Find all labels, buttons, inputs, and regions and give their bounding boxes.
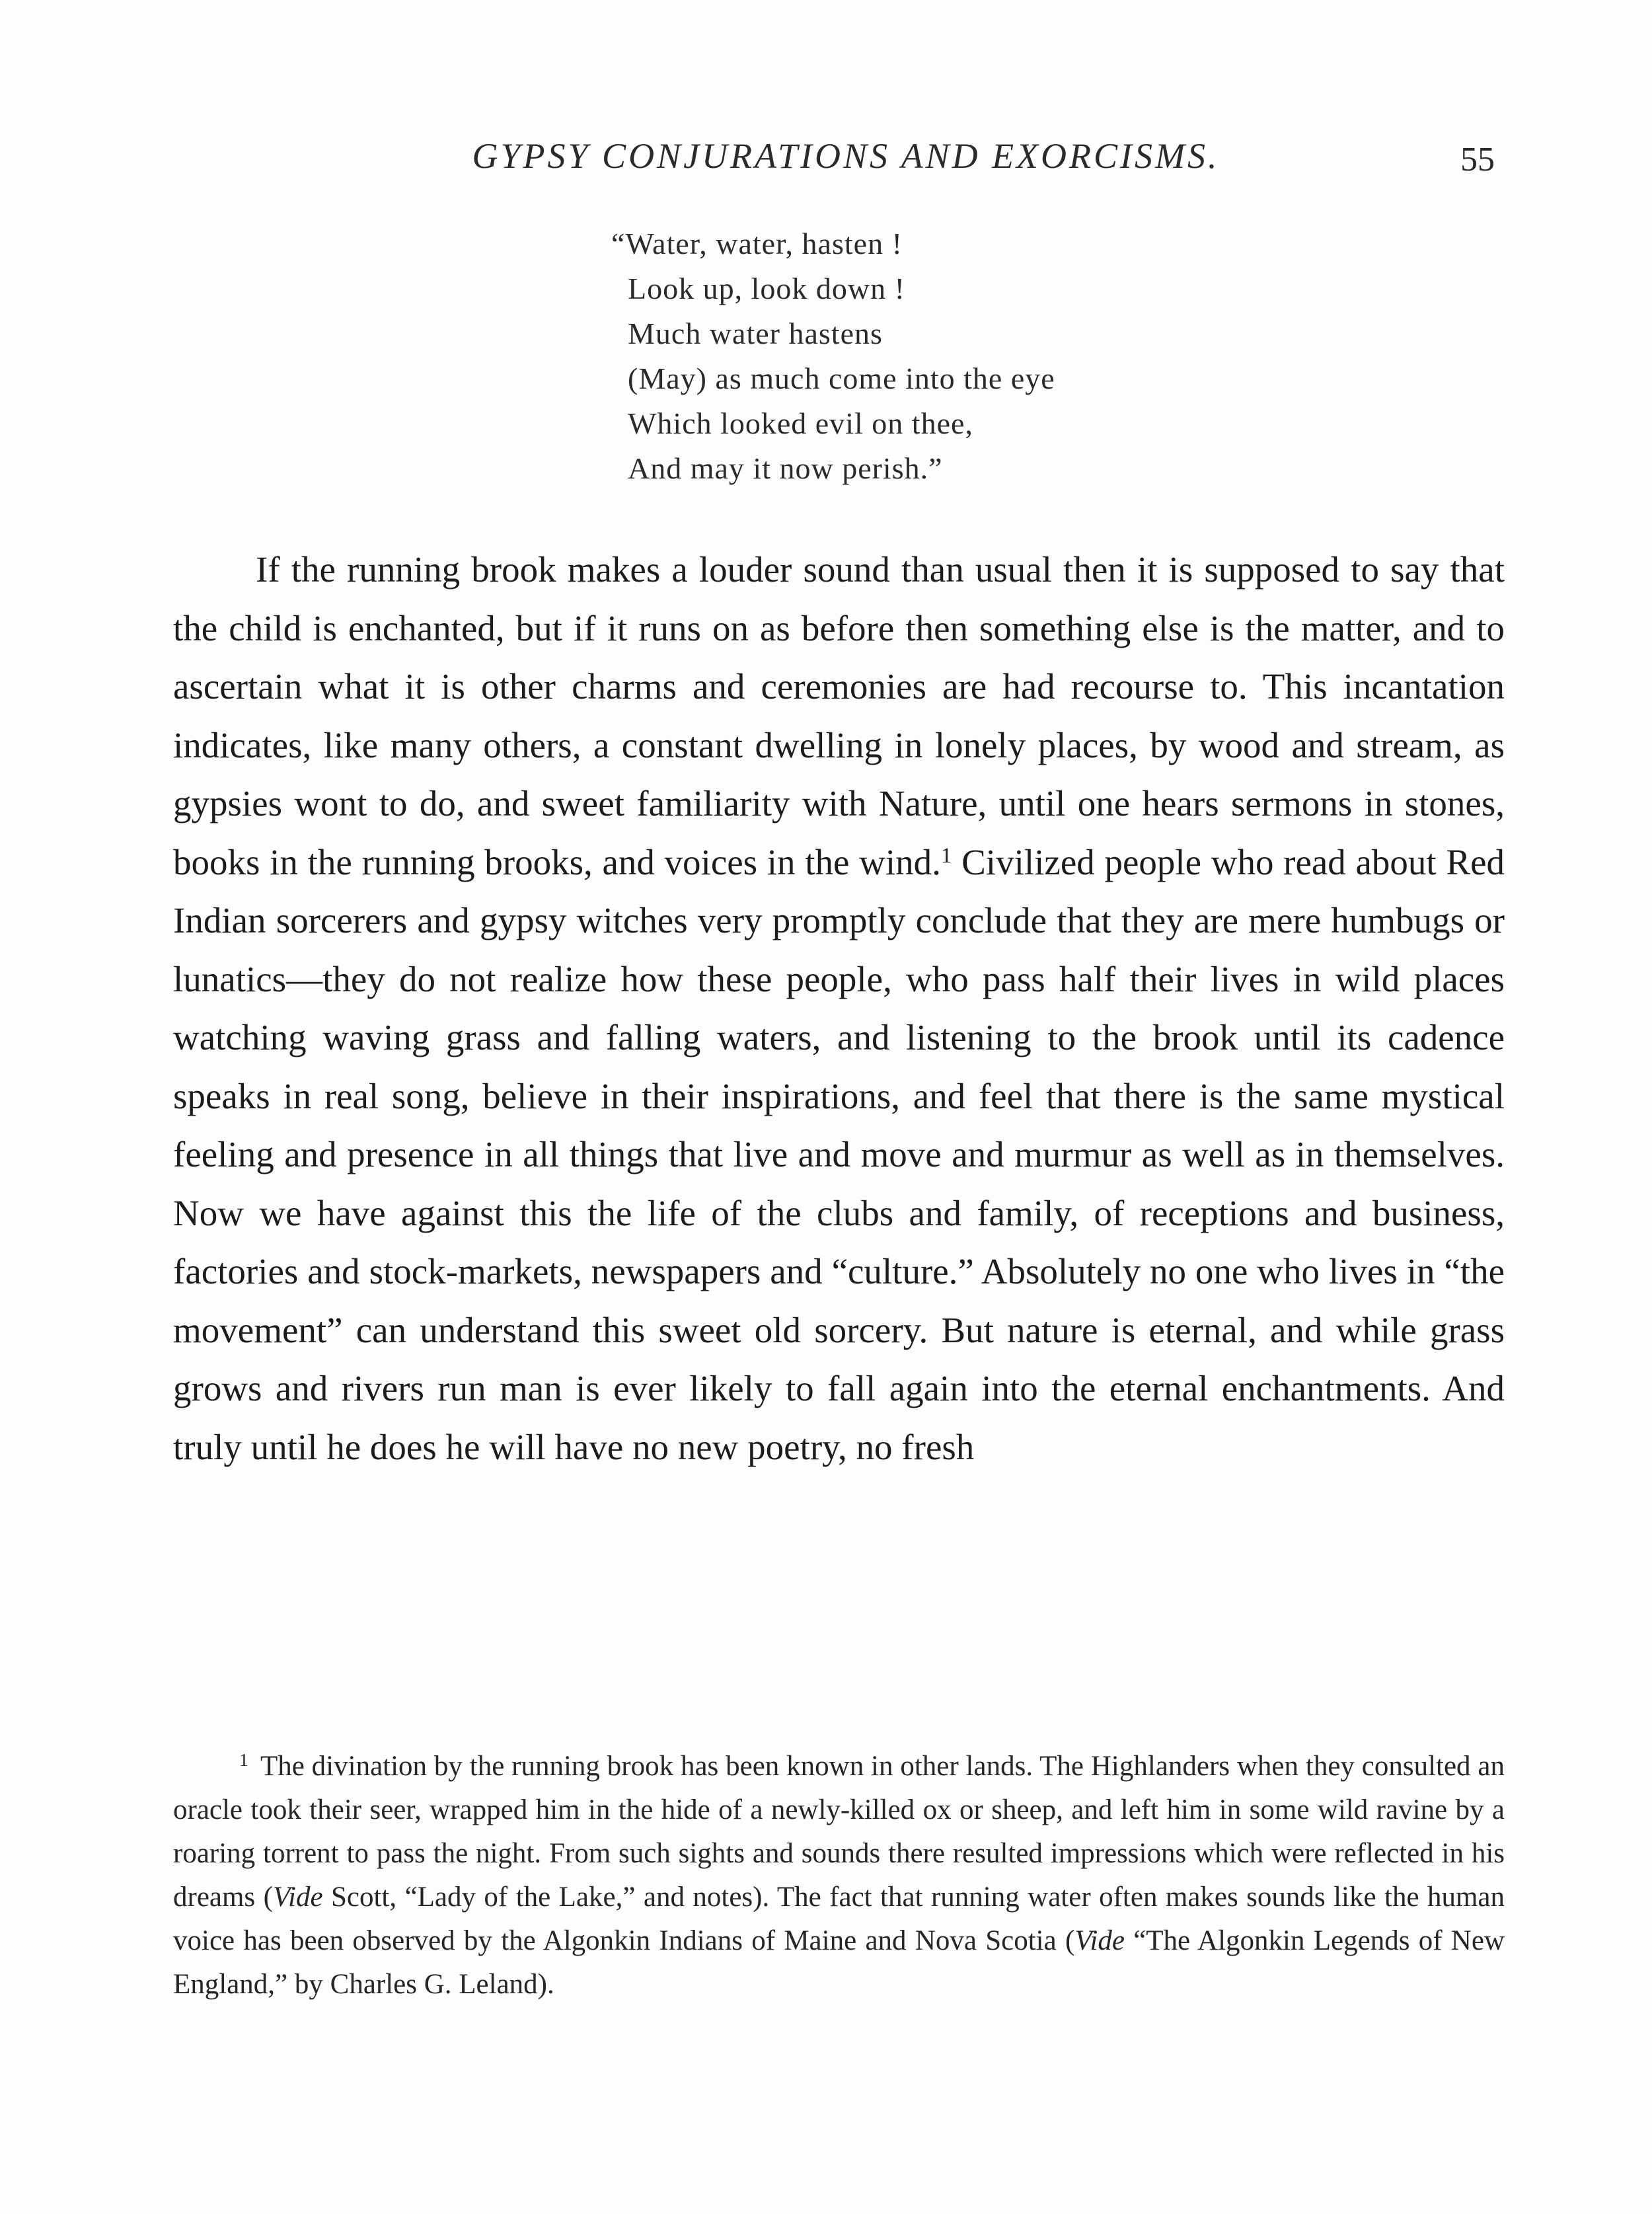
- footnote-vide-1: Vide: [272, 1882, 323, 1913]
- body-text-part-2: Civilized people who read about Red Indian sorcerers and gypsy witches very promptly conclude that they are mere humbugs or lunatics—they do not realize how these people, who pass half their lives in wild places watching waving grass and falling waters, and listening to the brook until its cadence speaks in real song, believe in their inspirations, and feel that there is the same mystical feeling and presence in all things that live and move and murmur as well as in themselves. Now we have against this the life of the clubs and family, of receptions and business, factories and stock-markets, newspapers and “culture.” Absolutely no one who lives in “the movement” can understand this sweet old sorcery. But nature is eternal, and while grass grows and rivers run man is ever likely to fall again into the eternal enchantments. And truly until he does he will have no new poetry, no fresh: [173, 841, 1505, 1467]
- body-paragraph: [173, 541, 1505, 1476]
- footnote-text-3: “The Algonkin Legends of New England,” by Charles G. Leland).: [173, 1925, 1505, 2000]
- body-text-part-1: If the running brook makes a louder sound than usual then it is supposed to say that the child is enchanted, but if it runs on as before then something else is the matter, and to ascertain what it is other charms and ceremonies are had recourse to. This incantation indicates, like many others, a constant dwelling in lonely places, by wood and stream, as gypsies wont to do, and sweet familiarity with Nature, until one hears sermons in stones, books in the running brooks, and voices in the wind.: [173, 549, 1505, 882]
- verse-line: Which looked evil on thee,: [628, 406, 973, 440]
- verse-line: “Water, water, hasten !: [611, 227, 903, 260]
- verse-line: (May) as much come into the eye: [628, 362, 1055, 395]
- running-head-title: GYPSY CONJURATIONS AND EXORCISMS.: [472, 136, 1220, 176]
- verse-line: And may it now perish.”: [628, 451, 943, 485]
- footnote: [173, 1745, 1505, 2006]
- verse-line: Look up, look down !: [628, 272, 905, 305]
- verse-line: Much water hastens: [628, 317, 883, 350]
- footnote-vide-2: Vide: [1074, 1925, 1125, 1956]
- footnote-reference: 1: [940, 843, 952, 868]
- footnote-marker: 1: [239, 1750, 248, 1771]
- page-number: 55: [1460, 141, 1495, 178]
- footnote-text-2: Scott, “Lady of the Lake,” and notes). The fact that running water often makes sounds like the human voice has been observed by the Algonkin Indians of Maine and Nova Scotia (: [173, 1882, 1505, 1956]
- verse-block: [611, 221, 1272, 491]
- footnote-text-1: The divination by the running brook has been known in other lands. The Highlanders when they consulted an oracle took their seer, wrapped him in the hide of a newly-killed ox or sheep, and left him in some wild ravine by a roaring torrent to pass the night. From such sights and sounds there resulted impressions which were reflected in his dreams (: [173, 1751, 1505, 1913]
